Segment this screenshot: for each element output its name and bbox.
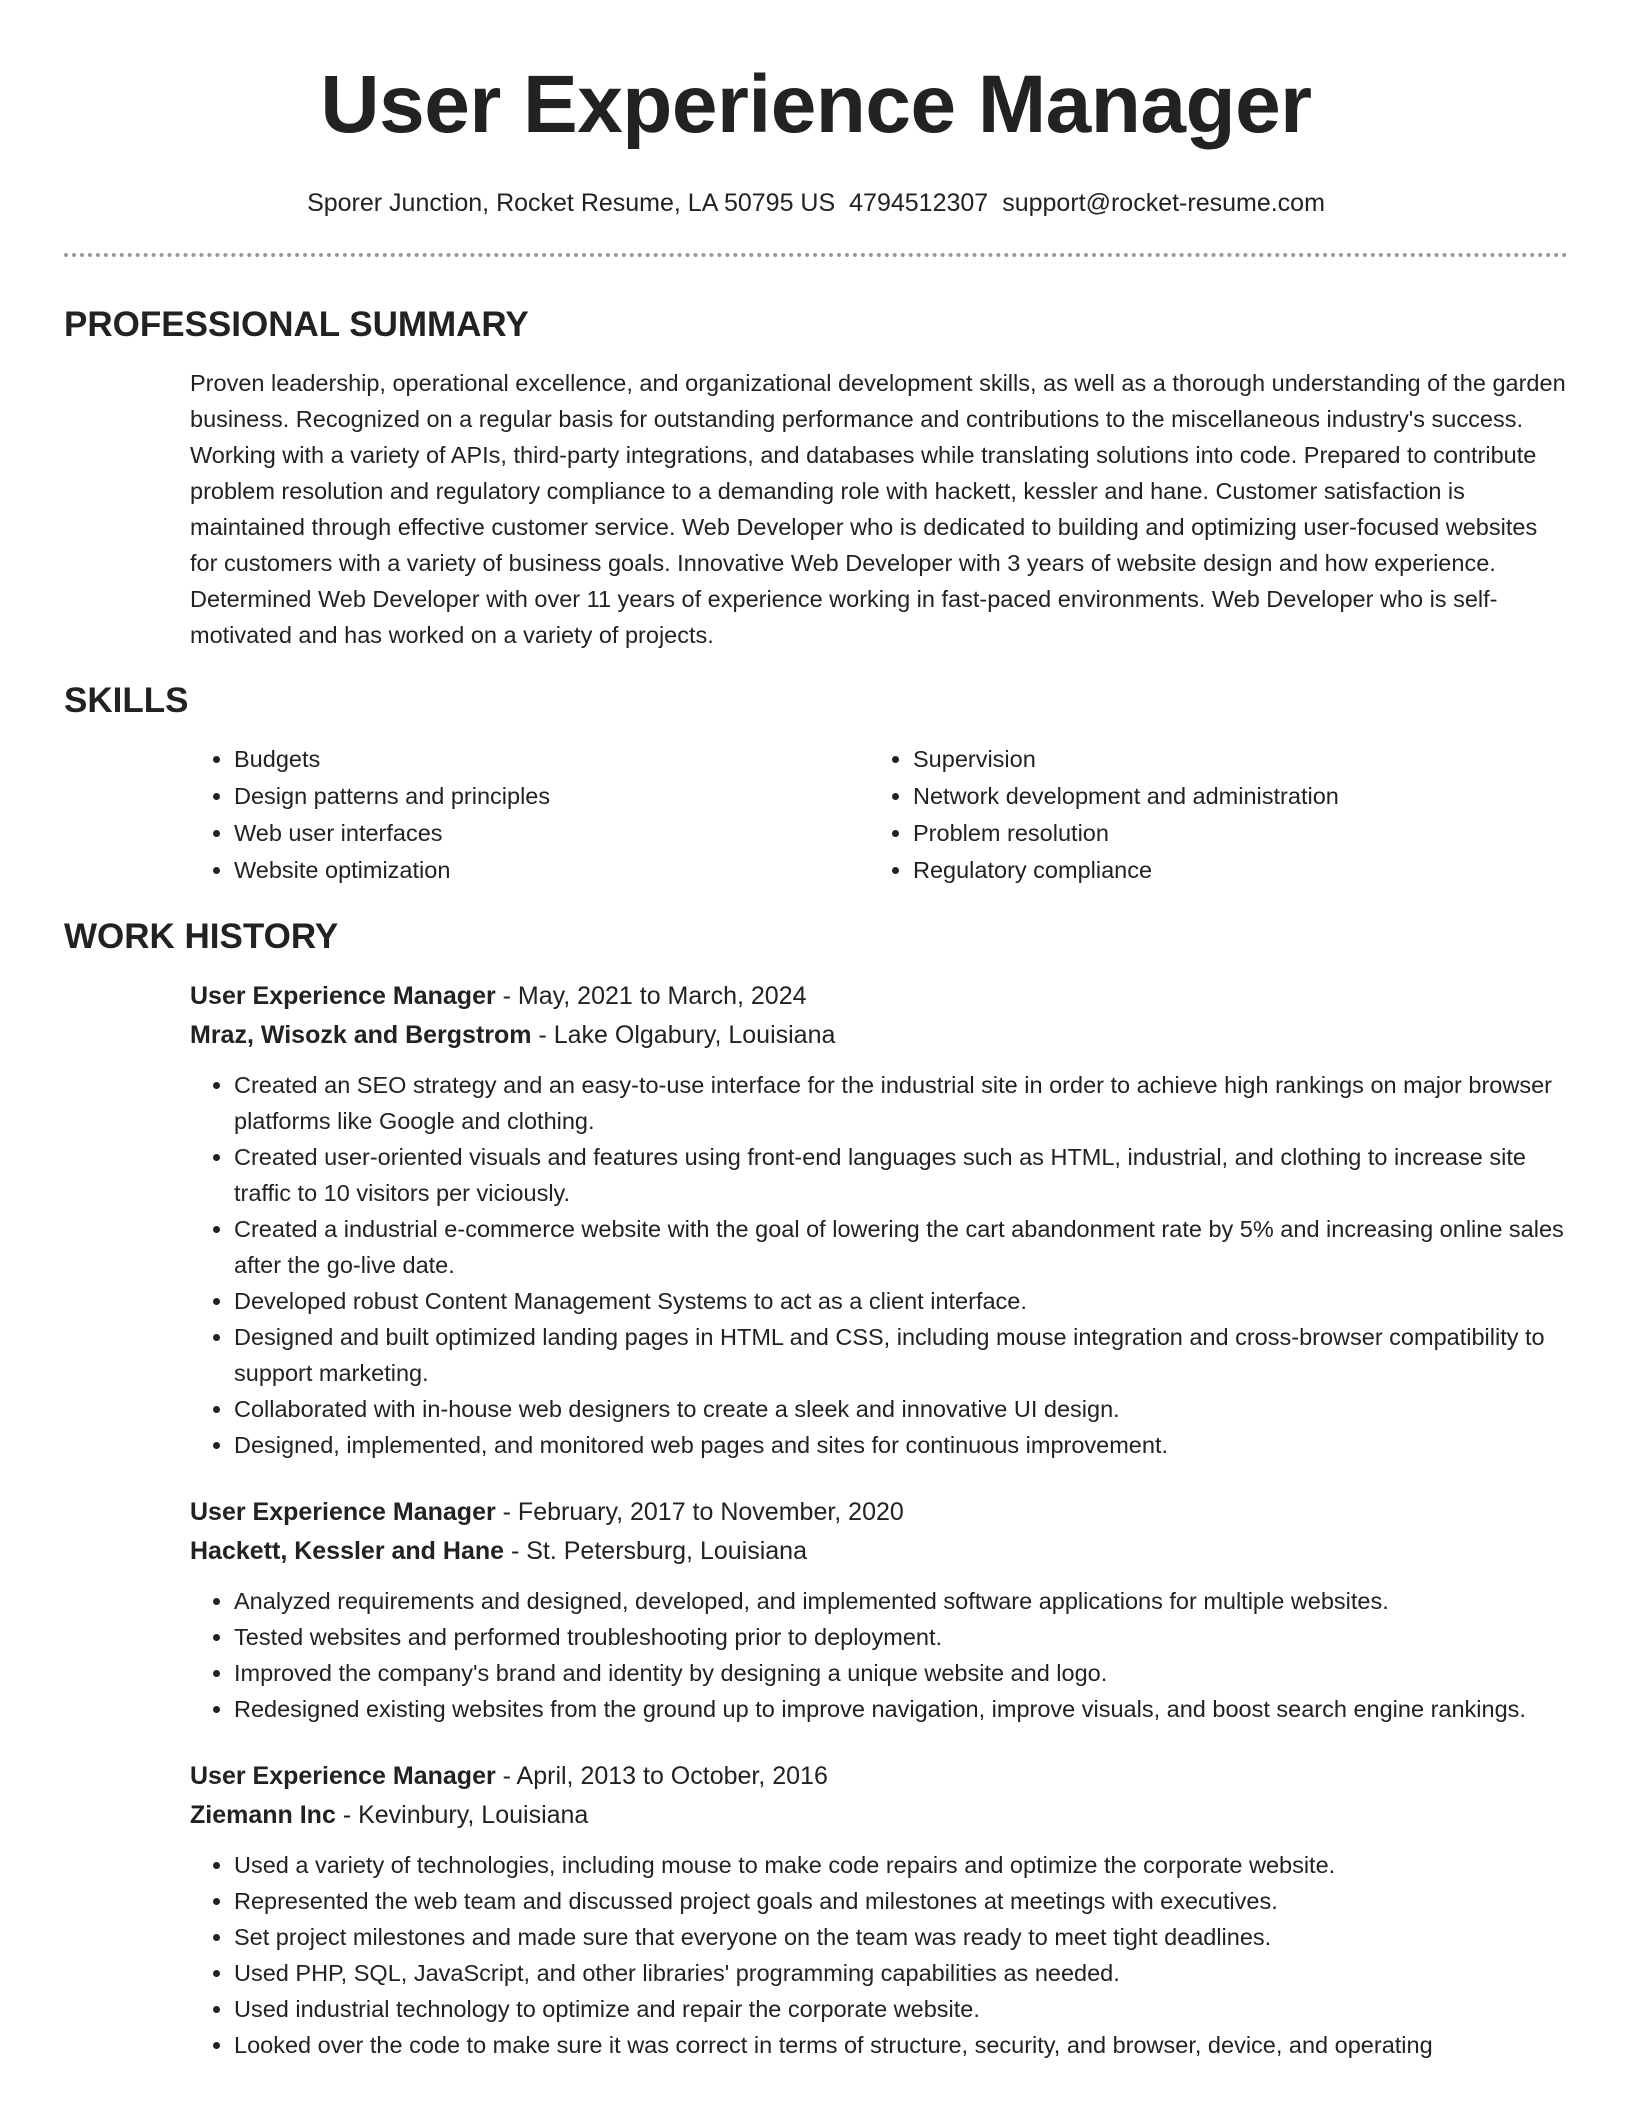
job-company: Mraz, Wisozk and Bergstrom: [190, 1021, 532, 1049]
job-location: - Kevinbury, Louisiana: [335, 1801, 589, 1829]
job-company-line: [190, 1796, 1568, 1835]
job-dates: - April, 2013 to October, 2016: [495, 1762, 828, 1790]
job-bullet: • Improved the company's brand and identity by designing a unique website and logo.: [234, 1655, 1568, 1691]
summary-text: Proven leadership, operational excellence, and organizational development skills, as well as a thorough understanding of the garden business. Recognized on a regular basis for outstanding performance and contributions to the miscellaneous industry's success. Working with a variety of APIs, third-party integrations, and databases while translating solutions into code. Prepared to contribute problem resolution and regulatory compliance to a demanding role with hackett, kessler and hane. Customer satisfaction is maintained through effective customer service. Web Developer who is dedicated to building and optimizing user-focused websites for customers with a variety of business goals. Innovative Web Developer with 3 years of website design and how experience. Determined Web Developer with over 11 years of experience working in fast-paced environments. Web Developer who is self-motivated and has worked on a variety of projects.: [190, 370, 1566, 648]
skill-item: • Web user interfaces: [234, 815, 869, 852]
contact-line: [64, 185, 1568, 221]
job-bullet: • Designed and built optimized landing pages in HTML and CSS, including mouse integration and cross-browser compatibility to support marketing.: [234, 1319, 1568, 1391]
job-dates: - February, 2017 to November, 2020: [495, 1498, 904, 1526]
skill-item: • Website optimization: [234, 852, 869, 889]
job-entry: [64, 1493, 1568, 1727]
job-company: Hackett, Kessler and Hane: [190, 1537, 505, 1565]
job-bullet: • Used a variety of technologies, including mouse to make code repairs and optimize the corporate website.: [234, 1847, 1568, 1883]
job-bullet: • Redesigned existing websites from the ground up to improve navigation, improve visuals, and boost search engine rankings.: [234, 1691, 1568, 1727]
job-bullet: • Looked over the code to make sure it was correct in terms of structure, security, and browser, device, and operating: [234, 2027, 1568, 2063]
job-bullet: • Set project milestones and made sure that everyone on the team was ready to meet tight deadlines.: [234, 1919, 1568, 1955]
job-entry: [64, 1757, 1568, 2063]
summary-section: [64, 303, 1568, 653]
job-title: User Experience Manager: [190, 1762, 496, 1790]
job-bullets: [190, 1583, 1568, 1727]
job-title: User Experience Manager: [190, 982, 496, 1010]
job-company: Ziemann Inc: [190, 1801, 336, 1829]
job-title: User Experience Manager: [190, 1498, 496, 1526]
job-bullet: • Tested websites and performed troubleshooting prior to deployment.: [234, 1619, 1568, 1655]
job-bullet: • Created user-oriented visuals and features using front-end languages such as HTML, industrial, and clothing to increase site traffic to 10 visitors per viciously.: [234, 1139, 1568, 1211]
job-bullet: • Developed robust Content Management Systems to act as a client interface.: [234, 1283, 1568, 1319]
job-location: - Lake Olgabury, Louisiana: [531, 1021, 836, 1049]
job-title-line: [190, 1757, 1568, 1796]
job-bullet: • Analyzed requirements and designed, developed, and implemented software applications for multiple websites.: [234, 1583, 1568, 1619]
work-history-section: [64, 915, 1568, 2063]
job-bullet: • Created a industrial e-commerce website with the goal of lowering the cart abandonment rate by 5% and increasing online sales after the go-live date.: [234, 1211, 1568, 1283]
skills-heading: SKILLS: [64, 681, 189, 720]
summary-heading: PROFESSIONAL SUMMARY: [64, 305, 529, 344]
job-bullets: [190, 1847, 1568, 2063]
skill-item: • Design patterns and principles: [234, 778, 869, 815]
contact-phone: 4794512307: [849, 189, 989, 217]
skill-item: • Supervision: [913, 741, 1548, 778]
job-location: - St. Petersburg, Louisiana: [504, 1537, 807, 1565]
job-bullet: • Designed, implemented, and monitored web pages and sites for continuous improvement.: [234, 1427, 1568, 1463]
job-bullet: • Used industrial technology to optimize and repair the corporate website.: [234, 1991, 1568, 2027]
job-title-line: [190, 977, 1568, 1016]
job-bullet: • Used PHP, SQL, JavaScript, and other libraries' programming capabilities as needed.: [234, 1955, 1568, 1991]
job-bullet: • Collaborated with in-house web designers to create a sleek and innovative UI design.: [234, 1391, 1568, 1427]
skill-item: • Budgets: [234, 741, 869, 778]
job-dates: - May, 2021 to March, 2024: [495, 982, 807, 1010]
skill-item: • Regulatory compliance: [913, 852, 1548, 889]
resume-title: User Experience Manager: [320, 59, 1312, 150]
job-bullet: • Created an SEO strategy and an easy-to-use interface for the industrial site in order to achieve high rankings on major browser platforms like Google and clothing.: [234, 1067, 1568, 1139]
job-company-line: [190, 1016, 1568, 1055]
job-title-line: [190, 1493, 1568, 1532]
skills-column-right: [869, 741, 1548, 889]
skills-column-left: [190, 741, 869, 889]
work-history-heading: WORK HISTORY: [64, 917, 339, 956]
skill-item: • Network development and administration: [913, 778, 1548, 815]
job-entry: [64, 977, 1568, 1463]
job-bullet: • Represented the web team and discussed project goals and milestones at meetings with executives.: [234, 1883, 1568, 1919]
skills-list: [190, 741, 1568, 889]
job-bullets: [190, 1067, 1568, 1463]
job-company-line: [190, 1532, 1568, 1571]
resume-page: [64, 0, 1568, 2112]
contact-email[interactable]: support@rocket-resume.com: [1002, 189, 1325, 217]
skills-section: [64, 679, 1568, 889]
skill-item: • Problem resolution: [913, 815, 1548, 852]
contact-address: Sporer Junction, Rocket Resume, LA 50795 US: [307, 189, 836, 217]
header-divider: [64, 253, 1568, 257]
